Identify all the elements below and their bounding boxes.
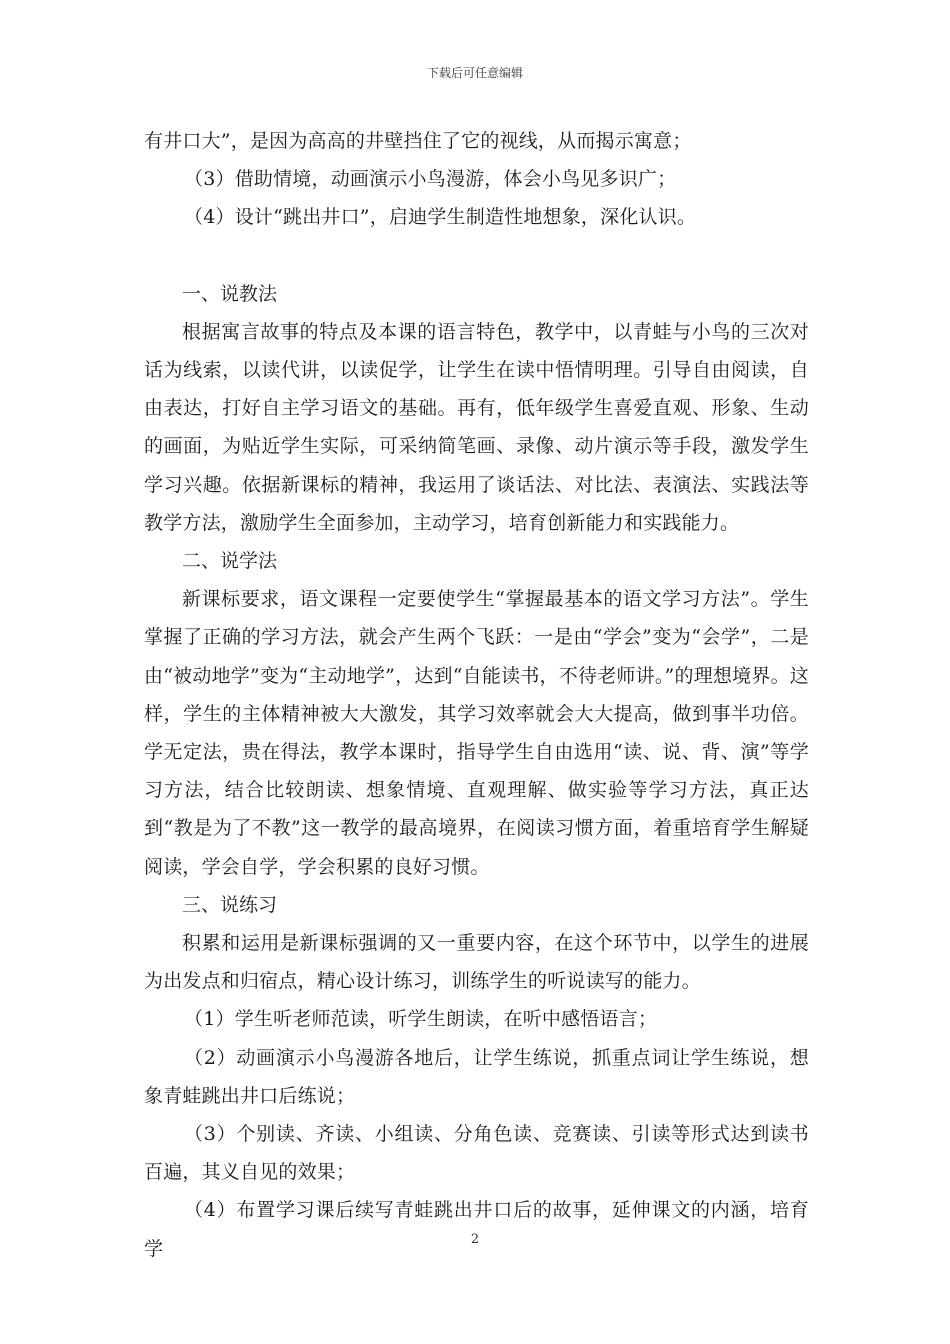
section-heading-exercises: 三、说练习 bbox=[182, 893, 278, 916]
intro-line-2: （3）借助情境，动画演示小鸟漫游，体会小鸟见多识广； bbox=[184, 168, 677, 191]
intro-line-1: 有井口大”，是因为高高的井壁挡住了它的视线，从而揭示寓意； bbox=[144, 130, 692, 152]
document-body bbox=[144, 122, 809, 1268]
section-heading-learning-method: 二、说学法 bbox=[182, 550, 278, 573]
section-body-teaching-method: 根据寓言故事的特点及本课的语言特色，教学中，以青蛙与小鸟的三次对话为线索，以读代讲，以读促学，让学生在读中悟情明理。引导自由阅读，自由表达，打好自主学习语文的基础。再有，低年级学生喜爱直观、形象、生动的画面，为贴近学生实际，可采纳简笔画、录像、动片演示等手段，激发学生学习兴趣。依据新课标的精神，我运用了谈话法、对比法、表演法、实践法等教学方法，激励学生全面参加，主动学习，培育创新能力和实践能力。 bbox=[144, 320, 809, 534]
exercise-item-3: （3）个别读、齐读、小组读、分角色读、竞赛读、引读等形式达到读书百遍，其义自见的效果； bbox=[144, 1123, 809, 1184]
section-body-exercises: 积累和运用是新课标强调的又一重要内容，在这个环节中，以学生的进展为出发点和归宿点，精心设计练习，训练学生的听说读写的能力。 bbox=[144, 932, 809, 993]
intro-line-3: （4）设计“跳出井口”，启迪学生制造性地想象，深化认识。 bbox=[184, 206, 697, 229]
section-gap bbox=[144, 237, 809, 275]
page-number: 2 bbox=[470, 1232, 480, 1247]
exercise-item-4: （4）布置学习课后续写青蛙跳出井口后的故事，延伸课文的内涵，培育学 bbox=[144, 1199, 809, 1260]
section-body-learning-method: 新课标要求，语文课程一定要使学生“掌握最基本的语文学习方法”。学生掌握了正确的学习方法，就会产生两个飞跃：一是由“学会”变为“会学”，二是由“被动地学”变为“主动地学”，达到“自能读书，不待老师讲。”的理想境界。这样，学生的主体精神被大大激发，其学习效率就会大大提高，做到事半功倍。学无定法，贵在得法，教学本课时，指导学生自由选用“读、说、背、演”等学习方法，结合比较朗读、想象情境、直观理解、做实验等学习方法，真正达到“教是为了不教”这一教学的最高境界，在阅读习惯方面，着重培育学生解疑阅读，学会自学，学会积累的良好习惯。 bbox=[144, 588, 809, 878]
section-heading-teaching-method: 一、说教法 bbox=[182, 282, 278, 305]
exercise-item-2: （2）动画演示小鸟漫游各地后，让学生练说，抓重点词让学生练说，想象青蛙跳出井口后练说； bbox=[144, 1046, 809, 1107]
page-header: 下载后可任意编辑 bbox=[426, 66, 523, 80]
exercise-item-1: （1）学生听老师范读，听学生朗读，在听中感悟语言； bbox=[184, 1008, 658, 1031]
